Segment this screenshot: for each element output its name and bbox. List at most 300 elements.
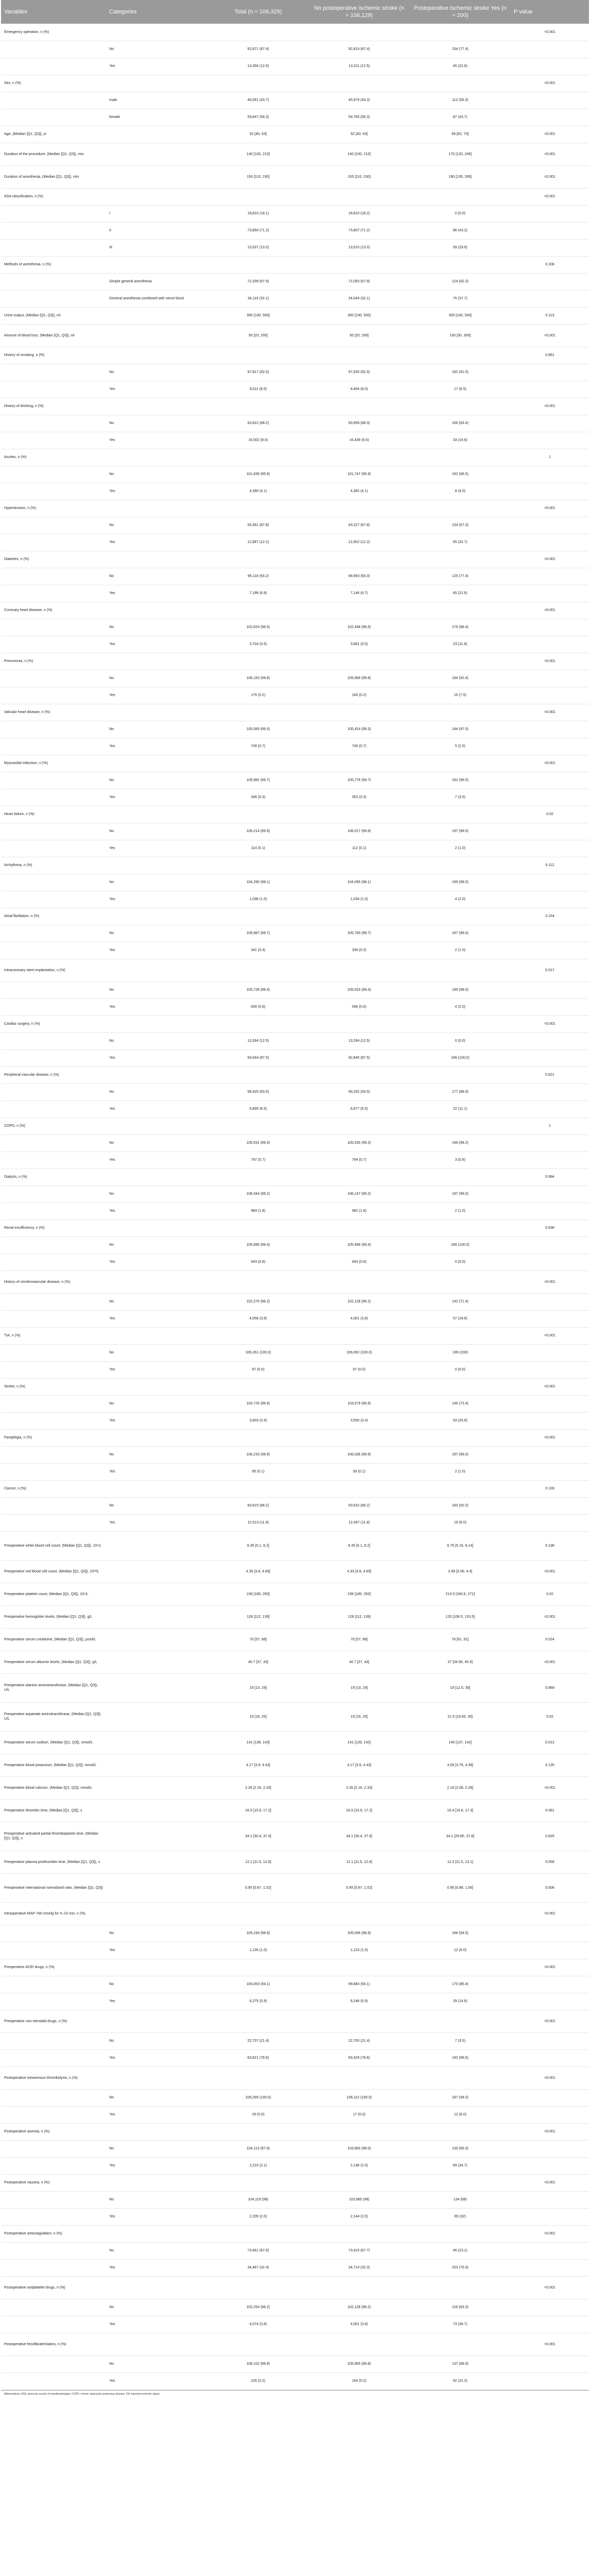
cell-p-value: 0.058 bbox=[511, 1851, 589, 1873]
cell-variable: Preoperative international normalized ratio, (Median [Q1, Q3]) bbox=[1, 1873, 106, 1902]
cell-variable: History of drinking, n (%) bbox=[1, 398, 106, 415]
table-row bbox=[1, 1628, 589, 1651]
cell-total: 3,603 (3.4) bbox=[208, 1412, 309, 1429]
cell-no-stroke: 105,486 (99.4) bbox=[309, 1236, 410, 1253]
cell-no-stroke: 7,146 (6.7) bbox=[309, 585, 410, 602]
cell-total: 105,987 (99.7) bbox=[208, 925, 309, 942]
cell-category: No bbox=[106, 772, 208, 789]
cell-no-stroke: 353 (0.3) bbox=[309, 789, 410, 806]
cell-p-value: 1 bbox=[511, 449, 589, 466]
cell-stroke-yes: 12 (6.0) bbox=[410, 1942, 511, 1959]
cell-no-stroke: 34,044 (32.1) bbox=[309, 290, 410, 307]
cell-category bbox=[106, 1799, 208, 1822]
table-row bbox=[1, 1293, 589, 1310]
cell-stroke-yes: 134 (67.3) bbox=[410, 517, 511, 534]
cell-no-stroke: 4.17 [3.9, 4.43] bbox=[309, 1754, 410, 1776]
table-row bbox=[1, 1327, 589, 1344]
cell-total: 97,817 (92.0) bbox=[208, 364, 309, 381]
cell-category bbox=[106, 1822, 208, 1851]
cell-stroke-yes: 197 (99.0) bbox=[410, 1446, 511, 1463]
cell-variable: Urine output, (Median [Q1, Q3]), ml bbox=[1, 307, 106, 324]
cell-variable bbox=[1, 290, 106, 307]
cell-stroke-yes: 7 (3.5) bbox=[410, 2032, 511, 2049]
cell-p-value bbox=[511, 222, 589, 239]
table-row bbox=[1, 874, 589, 891]
cell-no-stroke bbox=[309, 2066, 410, 2089]
cell-variable: Preoperative serum sodium, (Median [Q1, Q3]), mmol/L bbox=[1, 1731, 106, 1754]
table-row bbox=[1, 41, 589, 58]
table-row bbox=[1, 1531, 589, 1560]
cell-stroke-yes: 100 [30, 300] bbox=[410, 324, 511, 347]
cell-category bbox=[106, 256, 208, 273]
cell-variable bbox=[1, 891, 106, 908]
table-row bbox=[1, 2140, 589, 2157]
cell-no-stroke: 105,776 (99.7) bbox=[309, 772, 410, 789]
cell-no-stroke bbox=[309, 1219, 410, 1236]
cell-variable: Duration of anesthesia, (Median [Q1, Q3]), min bbox=[1, 165, 106, 188]
cell-category: Yes bbox=[106, 687, 208, 704]
cell-category: No bbox=[106, 1446, 208, 1463]
cell-no-stroke bbox=[309, 908, 410, 925]
cell-variable bbox=[1, 1151, 106, 1168]
cell-category: Yes bbox=[106, 1993, 208, 2010]
cell-p-value: <0.001 bbox=[511, 2066, 589, 2089]
table-row bbox=[1, 1560, 589, 1583]
table-row bbox=[1, 222, 589, 239]
cell-stroke-yes bbox=[410, 1117, 511, 1134]
cell-no-stroke: 160 (0.2) bbox=[309, 687, 410, 704]
cell-p-value bbox=[511, 2032, 589, 2049]
cell-category: No bbox=[106, 981, 208, 998]
cell-stroke-yes: 170 (85.4) bbox=[410, 1976, 511, 1993]
cell-variable bbox=[1, 619, 106, 636]
cell-variable: ASA classification, n (%) bbox=[1, 188, 106, 205]
cell-p-value: <0.001 bbox=[511, 704, 589, 721]
cell-no-stroke bbox=[309, 2123, 410, 2140]
cell-p-value bbox=[511, 1395, 589, 1412]
cell-category: Yes bbox=[106, 1049, 208, 1066]
cell-variable bbox=[1, 1497, 106, 1514]
table-container bbox=[1, 0, 589, 2398]
cell-stroke-yes: 7 (3.5) bbox=[410, 789, 511, 806]
cell-total: 1,038 (1.0) bbox=[208, 891, 309, 908]
cell-variable bbox=[1, 1134, 106, 1151]
cell-p-value: <0.001 bbox=[511, 143, 589, 165]
cell-variable bbox=[1, 568, 106, 585]
cell-total: 106,102 (99.8) bbox=[208, 2355, 309, 2372]
cell-category: Yes bbox=[106, 636, 208, 653]
cell-variable: Preoperative serum albumin levels, (Median [Q1, Q3]), g/L bbox=[1, 1651, 106, 1673]
cell-total: 175 (0.2) bbox=[208, 687, 309, 704]
table-row bbox=[1, 2157, 589, 2174]
cell-variable bbox=[1, 1925, 106, 1942]
cell-variable: Preoperative platelet count, (Median [Q1, Q3]), 10⁹/L bbox=[1, 1583, 106, 1605]
cell-p-value bbox=[511, 925, 589, 942]
cell-category: Yes bbox=[106, 942, 208, 959]
cell-no-stroke: 236 [185, 293] bbox=[309, 1583, 410, 1605]
cell-category bbox=[106, 24, 208, 41]
cell-no-stroke: 4,001 (3.8) bbox=[309, 2316, 410, 2333]
cell-p-value bbox=[511, 41, 589, 58]
table-row bbox=[1, 2174, 589, 2191]
cell-category bbox=[106, 908, 208, 925]
cell-total bbox=[208, 398, 309, 415]
cell-p-value bbox=[511, 942, 589, 959]
cell-stroke-yes: 142 (71.4) bbox=[410, 1293, 511, 1310]
cell-category bbox=[106, 1902, 208, 1925]
cell-category: No bbox=[106, 670, 208, 687]
table-row bbox=[1, 1673, 589, 1702]
cell-variable: Postoperative fenofibrate/statins, n (%) bbox=[1, 2333, 106, 2355]
cell-total: 99,429 (93.5) bbox=[208, 1083, 309, 1100]
table-row bbox=[1, 772, 589, 789]
cell-p-value: <0.001 bbox=[511, 1270, 589, 1293]
cell-p-value: <0.001 bbox=[511, 602, 589, 619]
cell-no-stroke: 1,034 (1.0) bbox=[309, 891, 410, 908]
cell-total: 40.7 [37, 43] bbox=[208, 1651, 309, 1673]
cell-p-value bbox=[511, 1497, 589, 1514]
table-row bbox=[1, 1463, 589, 1480]
table-row bbox=[1, 619, 589, 636]
cell-category bbox=[106, 2123, 208, 2140]
cell-variable: Preoperative plasma prothrombin time, (Median [Q1, Q3]), s bbox=[1, 1851, 106, 1873]
cell-category: III bbox=[106, 239, 208, 256]
cell-p-value bbox=[511, 432, 589, 449]
cell-variable bbox=[1, 942, 106, 959]
table-row bbox=[1, 466, 589, 483]
cell-total bbox=[208, 1429, 309, 1446]
cell-p-value bbox=[511, 290, 589, 307]
cell-category: Yes bbox=[106, 1463, 208, 1480]
cell-stroke-yes: 0 (0.0) bbox=[410, 1361, 511, 1378]
cell-variable bbox=[1, 1942, 106, 1959]
cell-no-stroke: 93,227 (87.8) bbox=[309, 517, 410, 534]
cell-category bbox=[106, 165, 208, 188]
cell-variable: Preoperative non-steroidal drugs, n (%) bbox=[1, 2010, 106, 2032]
cell-p-value bbox=[511, 1253, 589, 1270]
table-row bbox=[1, 432, 589, 449]
cell-stroke-yes: 184 (92.4) bbox=[410, 670, 511, 687]
cell-variable bbox=[1, 585, 106, 602]
cell-p-value: <0.001 bbox=[511, 1776, 589, 1799]
cell-category: Yes bbox=[106, 2316, 208, 2333]
cell-p-value: <0.001 bbox=[511, 1651, 589, 1673]
table-row bbox=[1, 1873, 589, 1902]
cell-no-stroke: 12,902 (12.2) bbox=[309, 534, 410, 551]
table-row bbox=[1, 2276, 589, 2299]
table-row bbox=[1, 2123, 589, 2140]
cell-no-stroke: 17 (0.0) bbox=[309, 2106, 410, 2123]
cell-p-value bbox=[511, 1083, 589, 1100]
cell-p-value: <0.001 bbox=[511, 188, 589, 205]
cell-category: No bbox=[106, 619, 208, 636]
table-row bbox=[1, 2316, 589, 2333]
cell-variable bbox=[1, 2242, 106, 2259]
cell-p-value bbox=[511, 381, 589, 398]
cell-total: 93,361 (87.8) bbox=[208, 517, 309, 534]
cell-category bbox=[106, 1378, 208, 1395]
table-row bbox=[1, 1799, 589, 1822]
cell-variable: COPD, n (%) bbox=[1, 1117, 106, 1134]
cell-stroke-yes: 195 (98.0) bbox=[410, 874, 511, 891]
cell-total bbox=[208, 2174, 309, 2191]
cell-stroke-yes: 199 (100.0) bbox=[410, 1049, 511, 1066]
cell-p-value: <0.001 bbox=[511, 324, 589, 347]
cell-stroke-yes bbox=[410, 75, 511, 92]
cell-total bbox=[208, 2066, 309, 2089]
cell-no-stroke bbox=[309, 1168, 410, 1185]
cell-p-value: 0.02 bbox=[511, 1702, 589, 1731]
cell-total: 105,728 (99.4) bbox=[208, 981, 309, 998]
cell-variable: Postoperative anemia, n (%) bbox=[1, 2123, 106, 2140]
cell-stroke-yes: 126 (63.3) bbox=[410, 2299, 511, 2316]
cell-p-value: 0.013 bbox=[511, 1731, 589, 1754]
cell-total: 4,074 (3.8) bbox=[208, 2316, 309, 2333]
cell-stroke-yes: 17 (8.5) bbox=[410, 381, 511, 398]
header-stroke-yes: Postoperative ischemic stroke Yes (n = 200) bbox=[410, 0, 511, 24]
cell-stroke-yes: 154 (77.4) bbox=[410, 41, 511, 58]
table-row bbox=[1, 1395, 589, 1412]
cell-variable: Dialysis, n (%) bbox=[1, 1168, 106, 1185]
cell-category bbox=[106, 755, 208, 772]
cell-variable bbox=[1, 517, 106, 534]
cell-no-stroke: 92,845 (87.5) bbox=[309, 1049, 410, 1066]
cell-stroke-yes: 46 (23.1) bbox=[410, 2242, 511, 2259]
table-row bbox=[1, 1993, 589, 2010]
cell-p-value: 0.994 bbox=[511, 1168, 589, 1185]
cell-stroke-yes bbox=[410, 959, 511, 981]
cell-variable bbox=[1, 998, 106, 1015]
cell-no-stroke bbox=[309, 1117, 410, 1134]
cell-total: 101,939 (95.9) bbox=[208, 466, 309, 483]
cell-stroke-yes: 187 (94.0) bbox=[410, 2089, 511, 2106]
table-row bbox=[1, 415, 589, 432]
cell-category: Yes bbox=[106, 2259, 208, 2276]
cell-p-value bbox=[511, 2208, 589, 2225]
cell-stroke-yes bbox=[410, 653, 511, 670]
cell-variable bbox=[1, 721, 106, 738]
cell-stroke-yes: 75 (37.7) bbox=[410, 290, 511, 307]
cell-total bbox=[208, 1327, 309, 1344]
cell-stroke-yes: 2.18 [2.08, 2.28] bbox=[410, 1776, 511, 1799]
cell-stroke-yes bbox=[410, 551, 511, 568]
cell-stroke-yes: 195 (98.0) bbox=[410, 981, 511, 998]
cell-variable bbox=[1, 2049, 106, 2066]
table-row bbox=[1, 755, 589, 772]
cell-total: 12.1 [11.5, 12.8] bbox=[208, 1851, 309, 1873]
cell-stroke-yes: 6.75 [5.16, 8.14] bbox=[410, 1531, 511, 1560]
cell-variable: Methods of anesthesia, n (%) bbox=[1, 256, 106, 273]
cell-p-value bbox=[511, 1100, 589, 1117]
table-row bbox=[1, 1497, 589, 1514]
cell-no-stroke: 339 (0.3) bbox=[309, 942, 410, 959]
table-row bbox=[1, 1429, 589, 1446]
table-row bbox=[1, 1925, 589, 1942]
cell-variable bbox=[1, 1361, 106, 1378]
cell-total: 105,685 (99.4) bbox=[208, 1236, 309, 1253]
cell-p-value bbox=[511, 1942, 589, 1959]
table-row bbox=[1, 2032, 589, 2049]
cell-category: Yes bbox=[106, 1253, 208, 1270]
cell-p-value: 0.024 bbox=[511, 1628, 589, 1651]
cell-p-value: <0.001 bbox=[511, 2123, 589, 2140]
cell-no-stroke bbox=[309, 2276, 410, 2299]
cell-category: Yes bbox=[106, 1151, 208, 1168]
cell-total bbox=[208, 704, 309, 721]
cell-stroke-yes: 4.09 [3.76, 4.38] bbox=[410, 1754, 511, 1776]
cell-variable bbox=[1, 2032, 106, 2049]
table-row bbox=[1, 1100, 589, 1117]
cell-stroke-yes bbox=[410, 1429, 511, 1446]
cell-category: I bbox=[106, 205, 208, 222]
cell-p-value bbox=[511, 239, 589, 256]
cell-no-stroke: 18,810 (18.2) bbox=[309, 205, 410, 222]
cell-no-stroke bbox=[309, 1327, 410, 1344]
cell-p-value bbox=[511, 415, 589, 432]
cell-total: 4.35 [3.8, 4.69] bbox=[208, 1560, 309, 1583]
cell-category bbox=[106, 2276, 208, 2299]
table-row bbox=[1, 398, 589, 415]
cell-variable bbox=[1, 738, 106, 755]
cell-no-stroke: 141 [139, 142] bbox=[309, 1731, 410, 1754]
table-row bbox=[1, 1378, 589, 1395]
cell-total bbox=[208, 1270, 309, 1293]
cell-stroke-yes bbox=[410, 347, 511, 364]
table-row bbox=[1, 1236, 589, 1253]
cell-total: 3,704 (3.5) bbox=[208, 636, 309, 653]
cell-stroke-yes bbox=[410, 1480, 511, 1497]
cell-no-stroke: 92,819 (87.4) bbox=[309, 41, 410, 58]
cell-p-value bbox=[511, 109, 589, 126]
cell-p-value bbox=[511, 981, 589, 998]
cell-category bbox=[106, 1776, 208, 1799]
cell-no-stroke: 73,807 (71.2) bbox=[309, 222, 410, 239]
cell-stroke-yes: 12 (6.0) bbox=[410, 2106, 511, 2123]
cell-category bbox=[106, 1560, 208, 1583]
cell-category: No bbox=[106, 1497, 208, 1514]
cell-p-value bbox=[511, 2191, 589, 2208]
cell-no-stroke bbox=[309, 75, 410, 92]
cell-category: Yes bbox=[106, 840, 208, 857]
cell-p-value: 0.112 bbox=[511, 857, 589, 874]
cell-variable: Preoperative aspartate aminotransferase, (Median [Q1, Q3]), U/L bbox=[1, 1702, 106, 1731]
cell-no-stroke: 106,017 (99.9) bbox=[309, 823, 410, 840]
cell-stroke-yes: 29 (14.6) bbox=[410, 1993, 511, 2010]
table-row bbox=[1, 840, 589, 857]
cell-total: 984 (1.8) bbox=[208, 1202, 309, 1219]
cell-total: 104,290 (98.1) bbox=[208, 874, 309, 891]
cell-p-value: <0.001 bbox=[511, 1959, 589, 1976]
cell-no-stroke bbox=[309, 1015, 410, 1032]
cell-stroke-yes: 76 [61, 91] bbox=[410, 1628, 511, 1651]
table-row bbox=[1, 1480, 589, 1497]
table-row bbox=[1, 364, 589, 381]
cell-p-value bbox=[511, 2259, 589, 2276]
table-row bbox=[1, 92, 589, 109]
cell-category: No bbox=[106, 925, 208, 942]
cell-stroke-yes bbox=[410, 2123, 511, 2140]
cell-variable: Preoperative blood calcium, (Median [Q1, Q3]), mmol/L bbox=[1, 1776, 106, 1799]
cell-category bbox=[106, 2225, 208, 2242]
cell-no-stroke: 93,632 (88.2) bbox=[309, 1497, 410, 1514]
cell-total bbox=[208, 75, 309, 92]
cell-stroke-yes: 166 (83.4) bbox=[410, 415, 511, 432]
cell-stroke-yes: 66 [62, 75] bbox=[410, 126, 511, 143]
cell-total: 4,058 (3.8) bbox=[208, 1310, 309, 1327]
table-row bbox=[1, 1185, 589, 1202]
table-header bbox=[1, 0, 589, 24]
cell-no-stroke: 59,760 (56.3) bbox=[309, 109, 410, 126]
cell-stroke-yes: 197 (99.0) bbox=[410, 823, 511, 840]
table-row bbox=[1, 704, 589, 721]
cell-stroke-yes bbox=[410, 2333, 511, 2355]
cell-no-stroke: 4,001 (3.8) bbox=[309, 1310, 410, 1327]
cell-total: 12,513 (11.8) bbox=[208, 1514, 309, 1531]
cell-total: 102,254 (96.2) bbox=[208, 2299, 309, 2316]
cell-p-value: <0.001 bbox=[511, 1560, 589, 1583]
table-row bbox=[1, 2066, 589, 2089]
cell-total: 6,899 (6.5) bbox=[208, 1100, 309, 1117]
cell-p-value bbox=[511, 92, 589, 109]
cell-total: 22,707 (21.4) bbox=[208, 2032, 309, 2049]
table-row bbox=[1, 1514, 589, 1531]
cell-total bbox=[208, 256, 309, 273]
cell-total: 2.26 [2.16, 2.33] bbox=[208, 1776, 309, 1799]
cell-stroke-yes: 190 [135, 265] bbox=[410, 165, 511, 188]
cell-category bbox=[106, 2174, 208, 2191]
cell-no-stroke: 0.95 [0.87, 1.02] bbox=[309, 1873, 410, 1902]
cell-variable bbox=[1, 1100, 106, 1117]
cell-variable bbox=[1, 670, 106, 687]
cell-stroke-yes: 176 (88.4) bbox=[410, 619, 511, 636]
cell-p-value: 0.02 bbox=[511, 806, 589, 823]
cell-no-stroke bbox=[309, 1429, 410, 1446]
cell-variable: Postoperative anticoagulation, n (%) bbox=[1, 2225, 106, 2242]
cell-no-stroke: 103,983 (98.0) bbox=[309, 2140, 410, 2157]
cell-category bbox=[106, 2066, 208, 2089]
cell-variable: Cardiac surgery, n (%) bbox=[1, 1015, 106, 1032]
cell-p-value bbox=[511, 789, 589, 806]
cell-p-value: <0.001 bbox=[511, 75, 589, 92]
cell-variable bbox=[1, 432, 106, 449]
cell-category: No bbox=[106, 2299, 208, 2316]
cell-total: 83,621 (78.6) bbox=[208, 2049, 309, 2066]
cell-category: No bbox=[106, 2355, 208, 2372]
cell-variable bbox=[1, 1185, 106, 1202]
cell-total: 105,982 (99.7) bbox=[208, 772, 309, 789]
cell-no-stroke: 4.33 [3.8, 4.69] bbox=[309, 1560, 410, 1583]
cell-category bbox=[106, 449, 208, 466]
cell-no-stroke bbox=[309, 1480, 410, 1497]
table-row bbox=[1, 2208, 589, 2225]
cell-category bbox=[106, 347, 208, 364]
cell-p-value bbox=[511, 1446, 589, 1463]
cell-p-value bbox=[511, 823, 589, 840]
cell-category: No bbox=[106, 568, 208, 585]
cell-variable: Duration of the procedure, (Median [Q1, Q3]), min bbox=[1, 143, 106, 165]
table-row bbox=[1, 1361, 589, 1378]
cell-total: 46,091 (43.7) bbox=[208, 92, 309, 109]
cell-no-stroke bbox=[309, 347, 410, 364]
table-row bbox=[1, 75, 589, 92]
cell-total bbox=[208, 1378, 309, 1395]
cell-category: No bbox=[106, 415, 208, 432]
cell-category: Yes bbox=[106, 483, 208, 500]
cell-total bbox=[208, 857, 309, 874]
cell-p-value bbox=[511, 1514, 589, 1531]
cell-category: Yes bbox=[106, 432, 208, 449]
cell-category bbox=[106, 551, 208, 568]
